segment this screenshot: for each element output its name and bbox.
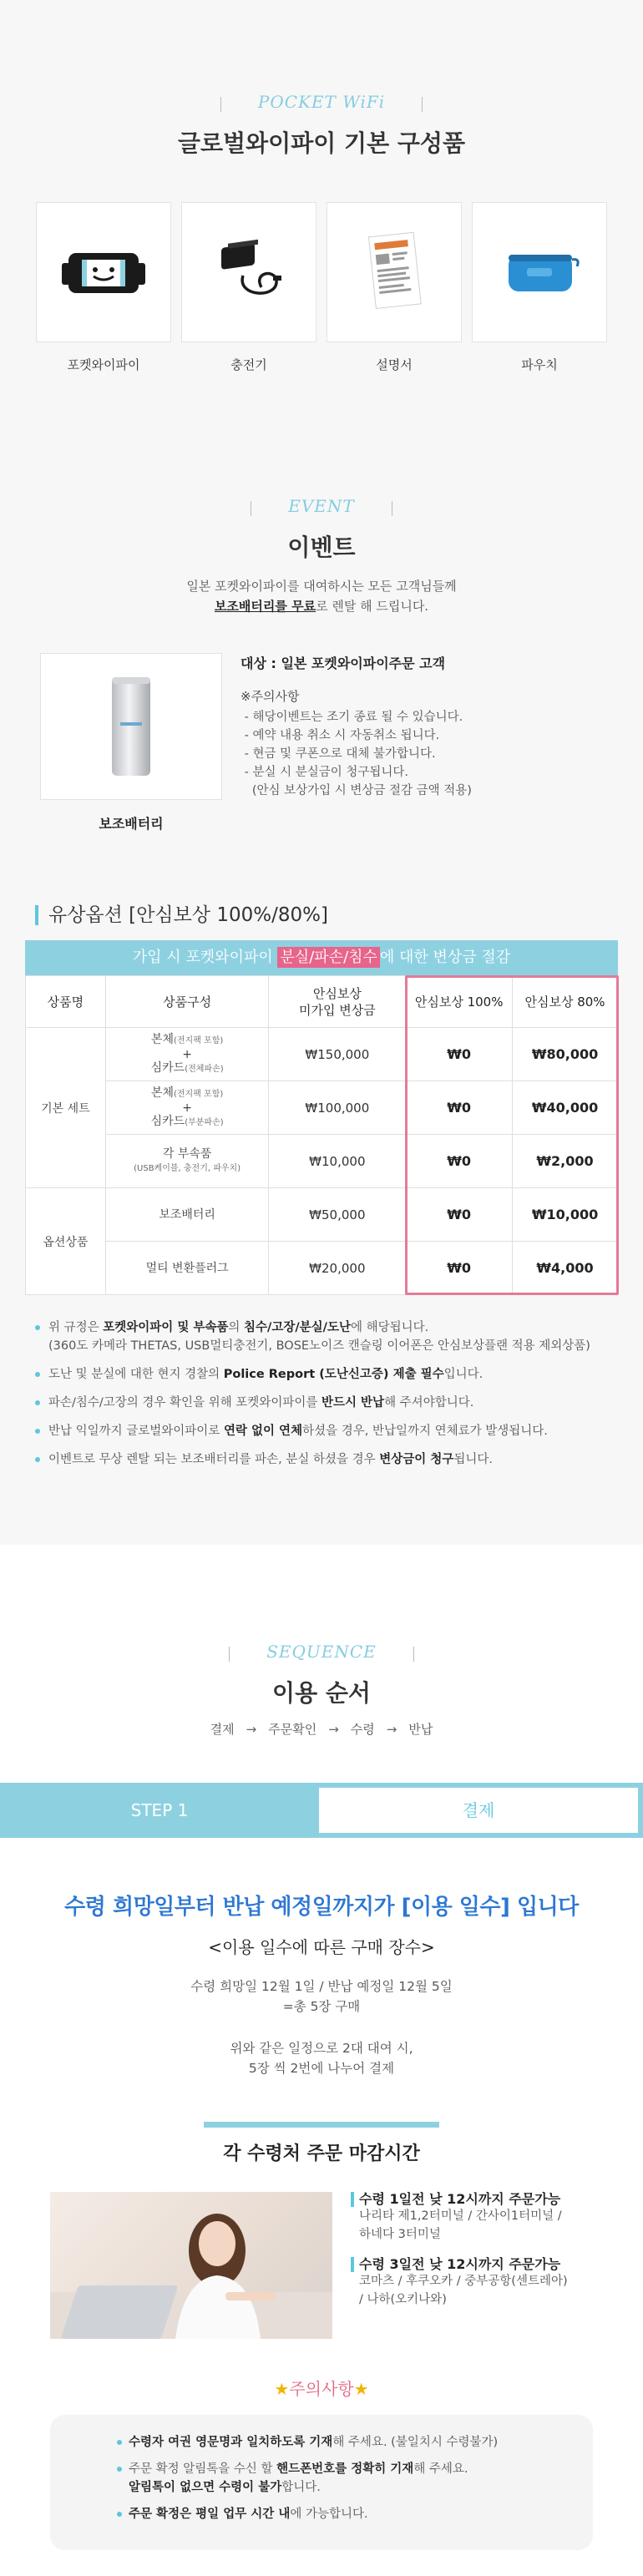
event-section [0, 361, 643, 845]
item-plus: + [182, 1101, 192, 1115]
deadline-body: 코마츠 / 후쿠오카 / 중부공항(센트레아) / 나하(오키나와) [359, 2275, 568, 2306]
event-tag-text: EVENT [288, 496, 355, 516]
caution-title [0, 2376, 643, 2400]
caution-bold: 수령자 여권 영문명과 일치하도록 기재 [129, 2436, 333, 2449]
deadline-title: 각 수령처 주문 마감시간 [204, 2122, 439, 2165]
table-header: 안심보상 미가입 변상금 [269, 976, 406, 1028]
event-notes-title: ※주의사항 [240, 689, 300, 704]
cost-cell: ₩100,000 [269, 1081, 406, 1135]
item-name: 심카드 [150, 1114, 185, 1128]
table-header: 안심보상 100% [406, 976, 513, 1028]
price100-cell: ₩0 [406, 1188, 513, 1242]
cost-cell: ₩10,000 [269, 1135, 406, 1188]
price100-cell: ₩0 [406, 1135, 513, 1188]
sequence-flow [0, 1720, 643, 1738]
note-bold: Police Report (도난신고증) 제출 필수 [223, 1368, 444, 1381]
battery-icon [40, 653, 222, 800]
event-target: 대상 : 일본 포켓와이파이주문 고객 [240, 655, 446, 671]
event-desc-line [0, 596, 643, 616]
sequence-title: 이용 순서 [272, 1679, 371, 1707]
payment-explain: 수령 희망일 12월 1일 / 반납 예정일 12월 5일 =총 5장 구매 [190, 1979, 453, 2014]
deadline-item [351, 2257, 568, 2309]
table-header: 상품명 [26, 976, 106, 1028]
deadline-head: 수령 1일전 낮 12시까지 주문가능 [351, 2192, 568, 2207]
caution-text: 에 가능합니다. [290, 2508, 368, 2521]
list-item [35, 1318, 643, 1355]
item-sub: (전체파손) [185, 1064, 224, 1074]
payment-explain: 위와 같은 일정으로 2대 대여 시, 5장 씩 2번에 나누어 결제 [230, 2041, 413, 2076]
price80-cell: ₩4,000 [513, 1242, 618, 1295]
caution-bold: 주문 확정은 평일 업무 시간 내 [129, 2508, 291, 2521]
event-notes: - 해당이벤트는 조기 종료 될 수 있습니다. - 예약 내용 취소 시 자동취소 됩니다. - 현금 및 쿠폰으로 대체 불가합니다. - 분실 시 분실금이 청구됩니다. (안심 보상가입 시 변상금 절감 금액 적용) [244, 711, 472, 797]
list-item [35, 1365, 643, 1384]
note-text: (360도 카메라 THETAS, USB멀티충전기, BOSE노이즈 캔슬링 이어폰은 안심보상플랜 적용 제외상품) [48, 1339, 590, 1353]
table-row [26, 1242, 618, 1295]
sequence-tag [0, 1642, 643, 1663]
arrow-right-icon: → [328, 1722, 339, 1737]
table-header: 상품구성 [105, 976, 269, 1028]
item-cell [105, 1028, 269, 1081]
price80-cell: ₩10,000 [513, 1188, 618, 1242]
event-description [0, 576, 643, 616]
caution-text: 해 주세요. [413, 2462, 468, 2476]
list-item [35, 1422, 643, 1440]
components-tag [0, 92, 643, 114]
note-text: 위 규정은 [48, 1321, 104, 1334]
note-text: 해 주셔야합니다. [384, 1396, 474, 1409]
item-name: 심카드 [150, 1060, 185, 1075]
note-bold: 침수/고장/분실/도난 [244, 1321, 351, 1334]
divider [413, 1647, 414, 1662]
event-desc-bold: 보조배터리를 무료 [214, 599, 316, 614]
options-table-wrap [25, 975, 618, 1295]
event-title: 이벤트 [287, 534, 356, 561]
price100-cell: ₩0 [406, 1081, 513, 1135]
note-text: 반납 익일까지 글로벌와이파이로 [48, 1425, 224, 1438]
table-header-row [26, 976, 618, 1028]
charger-icon [181, 202, 316, 342]
sequence-tag-text: SEQUENCE [266, 1642, 377, 1662]
flow-step: 주문확인 [268, 1722, 317, 1737]
group-cell: 기본 세트 [26, 1028, 106, 1188]
product-list [0, 202, 643, 373]
flow-step: 결제 [210, 1722, 235, 1737]
options-table [25, 975, 618, 1295]
note-text: 파손/침수/고장의 경우 확인을 위해 포켓와이파이를 [48, 1396, 322, 1409]
flow-step: 수령 [350, 1722, 375, 1737]
table-row [26, 1028, 618, 1081]
arrow-right-icon: → [386, 1722, 397, 1737]
item-sub: (USB케이블, 충전기, 파우치) [134, 1163, 241, 1173]
caution-bold: 핸드폰번호를 정확히 기재 [276, 2462, 414, 2476]
item-name: 각 부속품 [162, 1146, 212, 1161]
item-name: 본체 [150, 1086, 174, 1100]
event-info [240, 653, 472, 833]
payment-subtitle: <이용 일수에 따른 구매 장수> [208, 1937, 435, 1957]
components-title: 글로벌와이파이 기본 구성품 [177, 129, 466, 157]
deadline-body: 나리타 제1,2터미널 / 간사이1터미널 / 하네다 3터미널 [359, 2209, 562, 2241]
product-item [472, 202, 607, 373]
cost-cell: ₩50,000 [269, 1188, 406, 1242]
deadline-head: 수령 3일전 낮 12시까지 주문가능 [351, 2257, 568, 2272]
cost-cell: ₩20,000 [269, 1242, 406, 1295]
list-item [35, 1394, 643, 1412]
product-label: 설명서 [376, 357, 413, 372]
arrow-right-icon: → [246, 1722, 257, 1737]
price100-cell: ₩0 [406, 1028, 513, 1081]
product-item [36, 202, 171, 373]
woman-laptop-image [50, 2192, 332, 2339]
note-text: 됩니다. [453, 1453, 493, 1466]
options-banner-text: 가입 시 포켓와이파이 [132, 949, 278, 966]
caution-box [50, 2415, 593, 2550]
item-sub: (부분파손) [185, 1117, 224, 1127]
components-section [0, 0, 643, 372]
payment-headline: 수령 희망일부터 반납 예정일까지가 [이용 일수] 입니다 [64, 1895, 579, 1920]
table-header: 안심보상 80% [513, 976, 618, 1028]
event-image-label: 보조배터리 [99, 816, 164, 832]
options-notes [35, 1318, 643, 1469]
note-text: 하셨을 경우, 반납일까지 연체료가 발생됩니다. [302, 1425, 548, 1438]
event-desc-line: 일본 포켓와이파이를 대여하시는 모든 고객님들께 [186, 579, 457, 594]
deadline-info [351, 2192, 568, 2339]
item-name: 본체 [150, 1032, 174, 1046]
note-text: 에 해당됩니다. [351, 1321, 429, 1334]
table-row [26, 1135, 618, 1188]
table-row [26, 1081, 618, 1135]
pocket-wifi-device-icon [36, 202, 171, 342]
pouch-icon [472, 202, 607, 342]
tab-step-1[interactable]: STEP 1 [130, 1800, 189, 1820]
price80-cell: ₩40,000 [513, 1081, 618, 1135]
note-bold: 연락 없이 연체 [223, 1425, 303, 1438]
flow-step: 반납 [408, 1722, 433, 1737]
star-icon: ★ [274, 2379, 290, 2399]
note-bold: 포켓와이파이 및 부속품 [103, 1321, 229, 1334]
manual-icon [327, 202, 462, 342]
divider [220, 97, 221, 112]
product-label: 충전기 [230, 357, 267, 372]
caution-text: 해 주세요. (불일치시 수령불가) [332, 2436, 499, 2449]
note-text: 이벤트로 무상 렌탈 되는 보조배터리를 파손, 분실 하셨을 경우 [48, 1453, 380, 1466]
list-item [117, 2433, 568, 2452]
event-detail [40, 653, 643, 833]
options-banner [25, 940, 618, 975]
star-icon: ★ [353, 2379, 369, 2399]
caution-bold: 알림톡이 없으면 수령이 불가 [129, 2481, 282, 2494]
group-cell: 옵션상품 [26, 1188, 106, 1295]
caution-title-text: 주의사항 [289, 2379, 354, 2399]
note-bold: 변상금이 청구 [379, 1453, 454, 1466]
item-cell [105, 1135, 269, 1188]
components-tag-text: POCKET WiFi [257, 92, 386, 112]
event-image [40, 653, 222, 833]
list-item [117, 2460, 568, 2497]
product-item [327, 202, 462, 373]
item-plus: + [182, 1047, 192, 1061]
deadline-item [351, 2192, 568, 2244]
event-tag [0, 496, 643, 518]
options-title: 유상옵션 [안심보상 100%/80%] [35, 905, 643, 925]
product-item [181, 202, 316, 373]
note-text: 의 [228, 1321, 245, 1334]
caution-text: 주문 확정 알림톡을 수신 할 [129, 2462, 277, 2476]
divider [229, 1647, 230, 1662]
price80-cell: ₩2,000 [513, 1135, 618, 1188]
price80-cell: ₩80,000 [513, 1028, 618, 1081]
item-sub: (전지팩 포함) [174, 1035, 224, 1045]
divider [422, 97, 423, 112]
tab-payment[interactable]: 결제 [319, 1788, 638, 1833]
item-cell: 보조배터리 [105, 1188, 269, 1242]
options-section [0, 845, 643, 1545]
event-desc-rest: 로 렌탈 해 드립니다. [316, 599, 429, 614]
options-banner-text: 에 대한 변상금 절감 [379, 949, 511, 966]
caution-text: 합니다. [281, 2481, 321, 2494]
options-banner-highlight: 분실/파손/침수 [277, 947, 379, 968]
list-item [35, 1450, 643, 1469]
list-item [117, 2505, 568, 2523]
price100-cell: ₩0 [406, 1242, 513, 1295]
item-sub: (전지팩 포함) [174, 1089, 224, 1099]
deadline-detail [50, 2192, 643, 2339]
payment-section [0, 1838, 643, 2576]
sequence-section [0, 1545, 643, 1783]
note-text: 도난 및 분실에 대한 현지 경찰의 [48, 1368, 224, 1381]
product-label: 파우치 [521, 357, 558, 372]
note-bold: 반드시 반납 [321, 1396, 385, 1409]
step-tabs [0, 1783, 643, 1838]
cost-cell: ₩150,000 [269, 1028, 406, 1081]
table-row [26, 1188, 618, 1242]
note-text: 입니다. [443, 1368, 484, 1381]
item-cell [105, 1081, 269, 1135]
item-cell: 멀티 변환플러그 [105, 1242, 269, 1295]
product-label: 포켓와이파이 [67, 357, 140, 372]
